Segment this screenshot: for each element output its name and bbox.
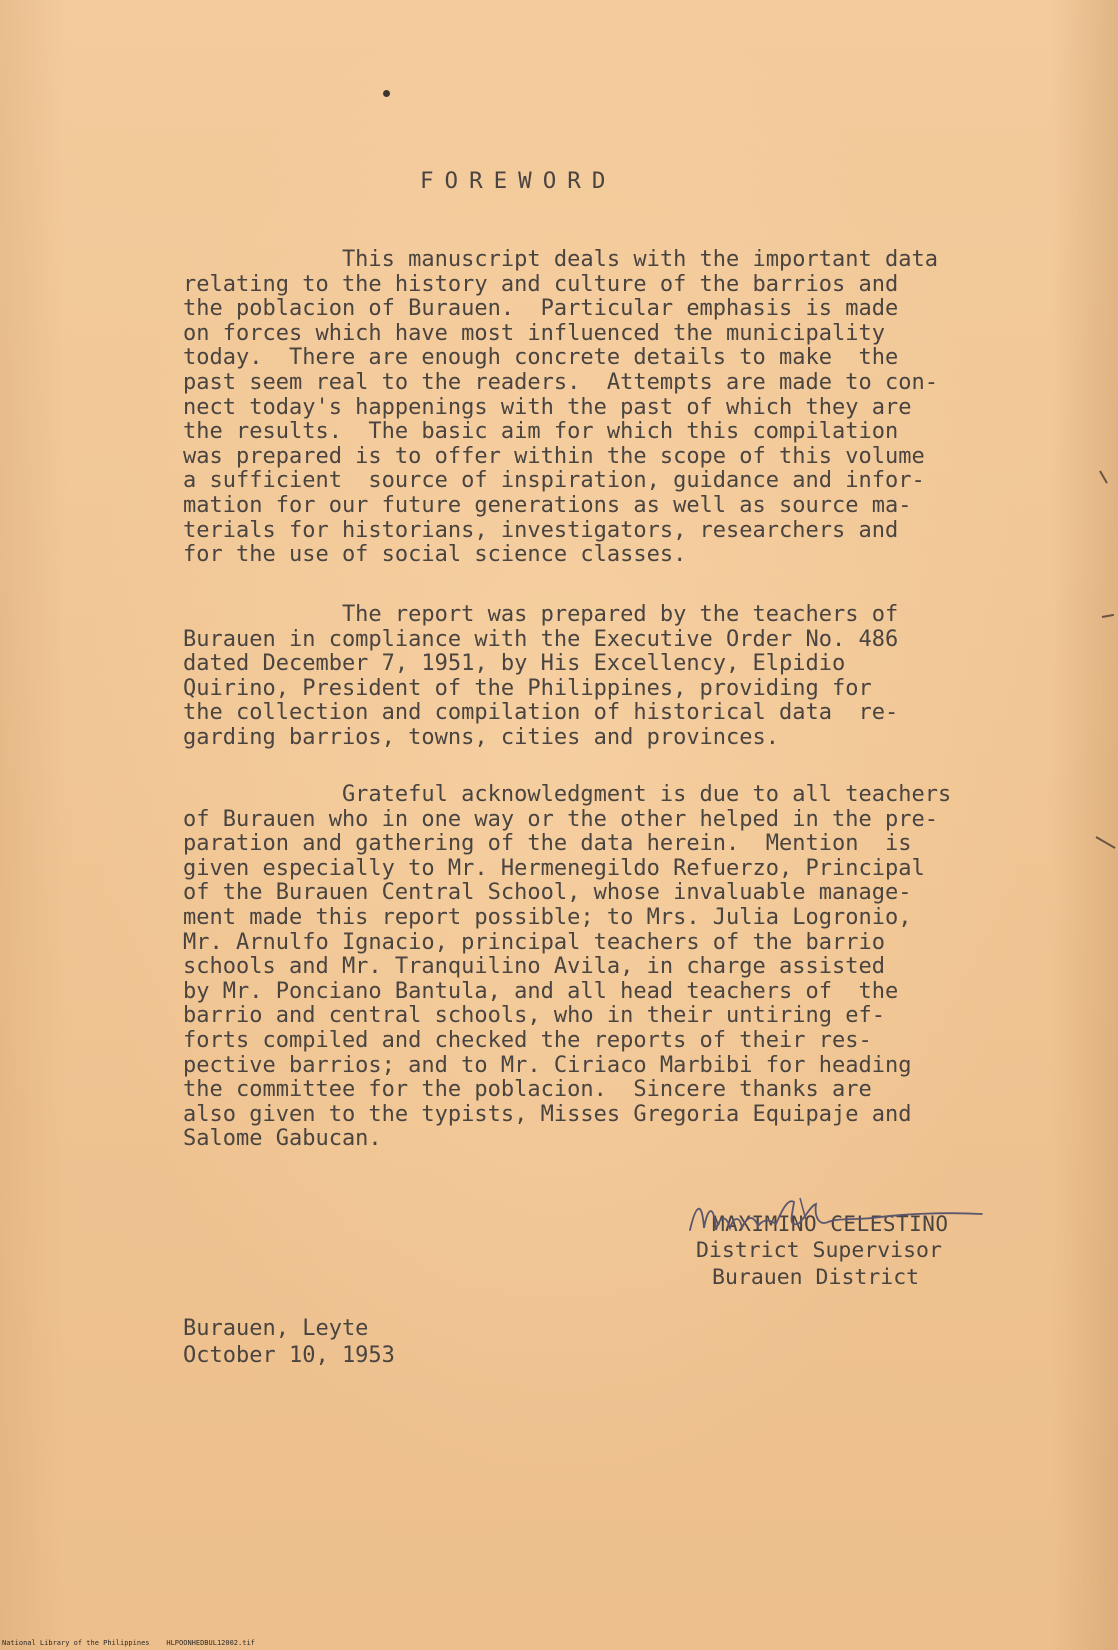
page-title: FOREWORD	[420, 168, 617, 194]
edge-mark	[1096, 836, 1116, 849]
paragraph-1: This manuscript deals with the important data relating to the history and culture of the barrios and the poblacion of Burauen. Particular emphasis is made on forces which have most influenced the municipality today. There are enough concrete details to make the past seem real to the readers. Attempts are made to con- nect today's happenings with the past of which they are the results. The basic aim for which this compilation was prepared is to offer within the scope of this volume a sufficient source of inspiration, guidance and infor- mation for our future generations as well as source ma- terials for historians, investigators, researchers and for the use of social science classes.	[183, 247, 938, 568]
footer-source: National Library of the Philippines	[2, 1639, 150, 1647]
scan-footer	[2, 1639, 255, 1647]
signatory-name: MAXIMINO CELESTINO	[712, 1212, 949, 1236]
signatory-title: District Supervisor	[696, 1238, 942, 1263]
signature-block	[690, 1212, 1050, 1291]
ink-dot	[383, 90, 390, 97]
paragraph-2: The report was prepared by the teachers of Burauen in compliance with the Executive Order No. 486 dated December 7, 1951, by His Excellency, Elpidio Quirino, President of the Philippines, providing for the collection and compilation of historical data re- garding barrios, towns, cities and provinces.	[183, 602, 899, 750]
footer-file: HLPOONHEDBUL12002.tif	[166, 1639, 255, 1647]
paragraph-3: Grateful acknowledgment is due to all teachers of Burauen who in one way or the other helped in the pre- paration and gathering of the data herein. Mention is given especially to Mr. Hermenegildo Refuerzo, Principal of the Burauen Central School, whose invaluable manage- ment made this report possible; to Mrs. Julia Logronio, Mr. Arnulfo Ignacio, principal teachers of the barrio schools and Mr. Tranquilino Avila, in charge assisted by Mr. Ponciano Bantula, and all head teachers of the barrio and central schools, who in their untiring ef- forts compiled and checked the reports of their res- pective barrios; and to Mr. Ciriaco Marbibi for heading the committee for the poblacion. Sincere thanks are also given to the typists, Misses Gregoria Equipaje and Salome Gabucan.	[183, 782, 952, 1152]
signatory-district: Burauen District	[712, 1265, 920, 1290]
place-line: Burauen, Leyte	[183, 1316, 369, 1341]
edge-mark	[1102, 614, 1114, 618]
handwritten-signature	[682, 1190, 1002, 1254]
date-line: October 10, 1953	[183, 1343, 395, 1368]
edge-mark	[1099, 471, 1108, 484]
place-date-block	[183, 1315, 395, 1369]
